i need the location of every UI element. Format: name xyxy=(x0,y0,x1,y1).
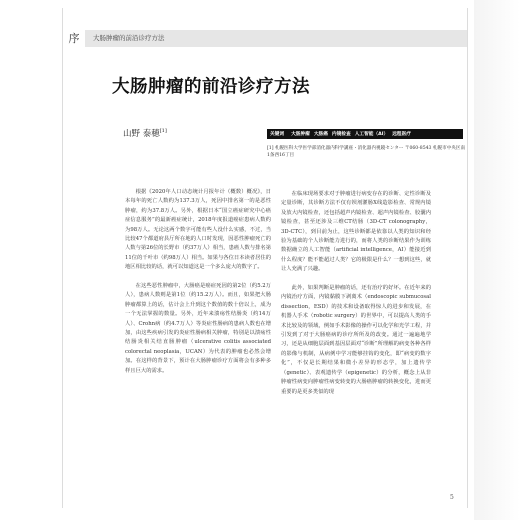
running-title: 大肠肿瘤的前沿诊疗方法 xyxy=(85,30,467,47)
body-column-left xyxy=(125,188,271,504)
paragraph: 根据《2020年人口动态统计月报年计（概数）概况》，日本每年的死亡人数约为137.3万人，死因中排名第一的是恶性肿瘤，约为37.8万人。另外，根据日本“国立癌症研究中心癌症信息服务”的最新癌症统计，2018年度报道癌症患病人数约为98万人。无论这两个数字可能有些人没什么实感，不过，当比较47个都道府县厅所在地的人口时发现，因恶性肿瘤死亡的人数与第26位的长野市（约37万人）相当，患癌人数与排名第11位的千叶市（约98万人）相当。如果与各位日本读者居住的地区相比较的话，就可以知道这是一个多么庞大的数字了。 xyxy=(125,189,271,271)
paragraph: 在这些恶性肿瘤中，大肠癌是癌症死因的第2位（约5.2万人），患病人数则是第1位（约15.2万人）。而且，如果把大肠肿瘤都算上的话，估计会上升到这个数值的数十倍以上，成为一个无法掌握的数量。另外，近年来溃疡性结肠炎（约14万人）、Crohn病（约4.7万人）等炎症性肠病的患病人数也在增加，由这些疾病引发的炎症性肠病相关肿瘤，特别是以溃疡性结肠炎相关结直肠肿瘤（ulcerative colitis associated colorectal neoplasia，UCAN）为代表的肿瘤也必然会增加。在这样的背景下，预计在大肠肿瘤诊疗方面将会有多种多样且巨大的需求。 xyxy=(125,283,271,374)
right-margin xyxy=(474,0,520,520)
journal-page xyxy=(62,8,468,508)
author-footnote-mark: [1] xyxy=(159,128,167,135)
keyword: 人工智能（AI） xyxy=(354,132,389,137)
keyword: 内镜检查 xyxy=(331,132,351,137)
running-header xyxy=(63,30,467,47)
keywords-bar xyxy=(267,129,463,139)
section-label: 序 xyxy=(63,30,85,47)
body-column-right xyxy=(281,190,431,506)
keyword: 远程医疗 xyxy=(392,132,411,137)
keyword: 大肠肿瘤 xyxy=(291,132,310,137)
page-number: 5 xyxy=(450,494,454,501)
author-name: 山野 泰穂 xyxy=(123,129,160,139)
author-line xyxy=(123,127,167,139)
author-affiliation: [1] 札幌医科大学医学部消化器内科学講座・消化器内視鏡センター 〒060-8543 札幌市中央区南1条西16丁目 xyxy=(267,146,466,158)
paragraph: 在临床现场要求对于肿瘤进行病变存在的诊断、定性诊断及定量诊断，其诊断方法不仅有钡剂灌肠X线造影检查、常规内镜及放大内镜检查，还包括超声内镜检查、超声内镜检查、胶囊内镜检查，甚至还涉及三维CT结肠（3D-CT colonography，3D-CTC），到目前为止，这些诊断都是依靠以人类的知识和经验为基础的个人诊断能力进行的，而将人类的诊断结果作为训练数据确立的人工智能（artificial intelligence，AI）能接近到什么程度？能不能超过人类？它的极限是什么？一想到这些，就让人充满了兴趣。 xyxy=(281,191,431,273)
keyword: 大肠癌 xyxy=(313,132,328,137)
left-margin xyxy=(0,0,62,520)
paragraph: 此外，如果判断是肿瘤的话，还有治疗的好坏。在近年来的内镜治疗方面，内镜黏膜下剥离术（endoscopic submucosal dissection，ESD）的技术和设备取得惊人的进步和发展，在机器人手术（robotic surgery）的世界中，可以提高人类的手术比较及的领域，例如手术影像的操作可以化学和光学工程，并引发到了对于大肠癌病的诊疗所所及的改变。通过一遍遍地学习，还是从细胞层面到基因层面对“诊断”所理解的病变各种各样的影像与机制，从病例中学习能够挂钩的变化，即“病变的数字化”，不仅是长期结果和微小差异的形态学，加上遗传学（genetic）、表观遗传学（epigenetic）的分析，概念上从非肿瘤性病变向肿瘤性病变转变的大肠癌肿瘤的转换变化，进而更重要的是更多类似的现 xyxy=(281,285,431,395)
keywords-label: 关键词 xyxy=(270,132,285,137)
article-title: 大肠肿瘤的前沿诊疗方法 xyxy=(112,77,310,97)
